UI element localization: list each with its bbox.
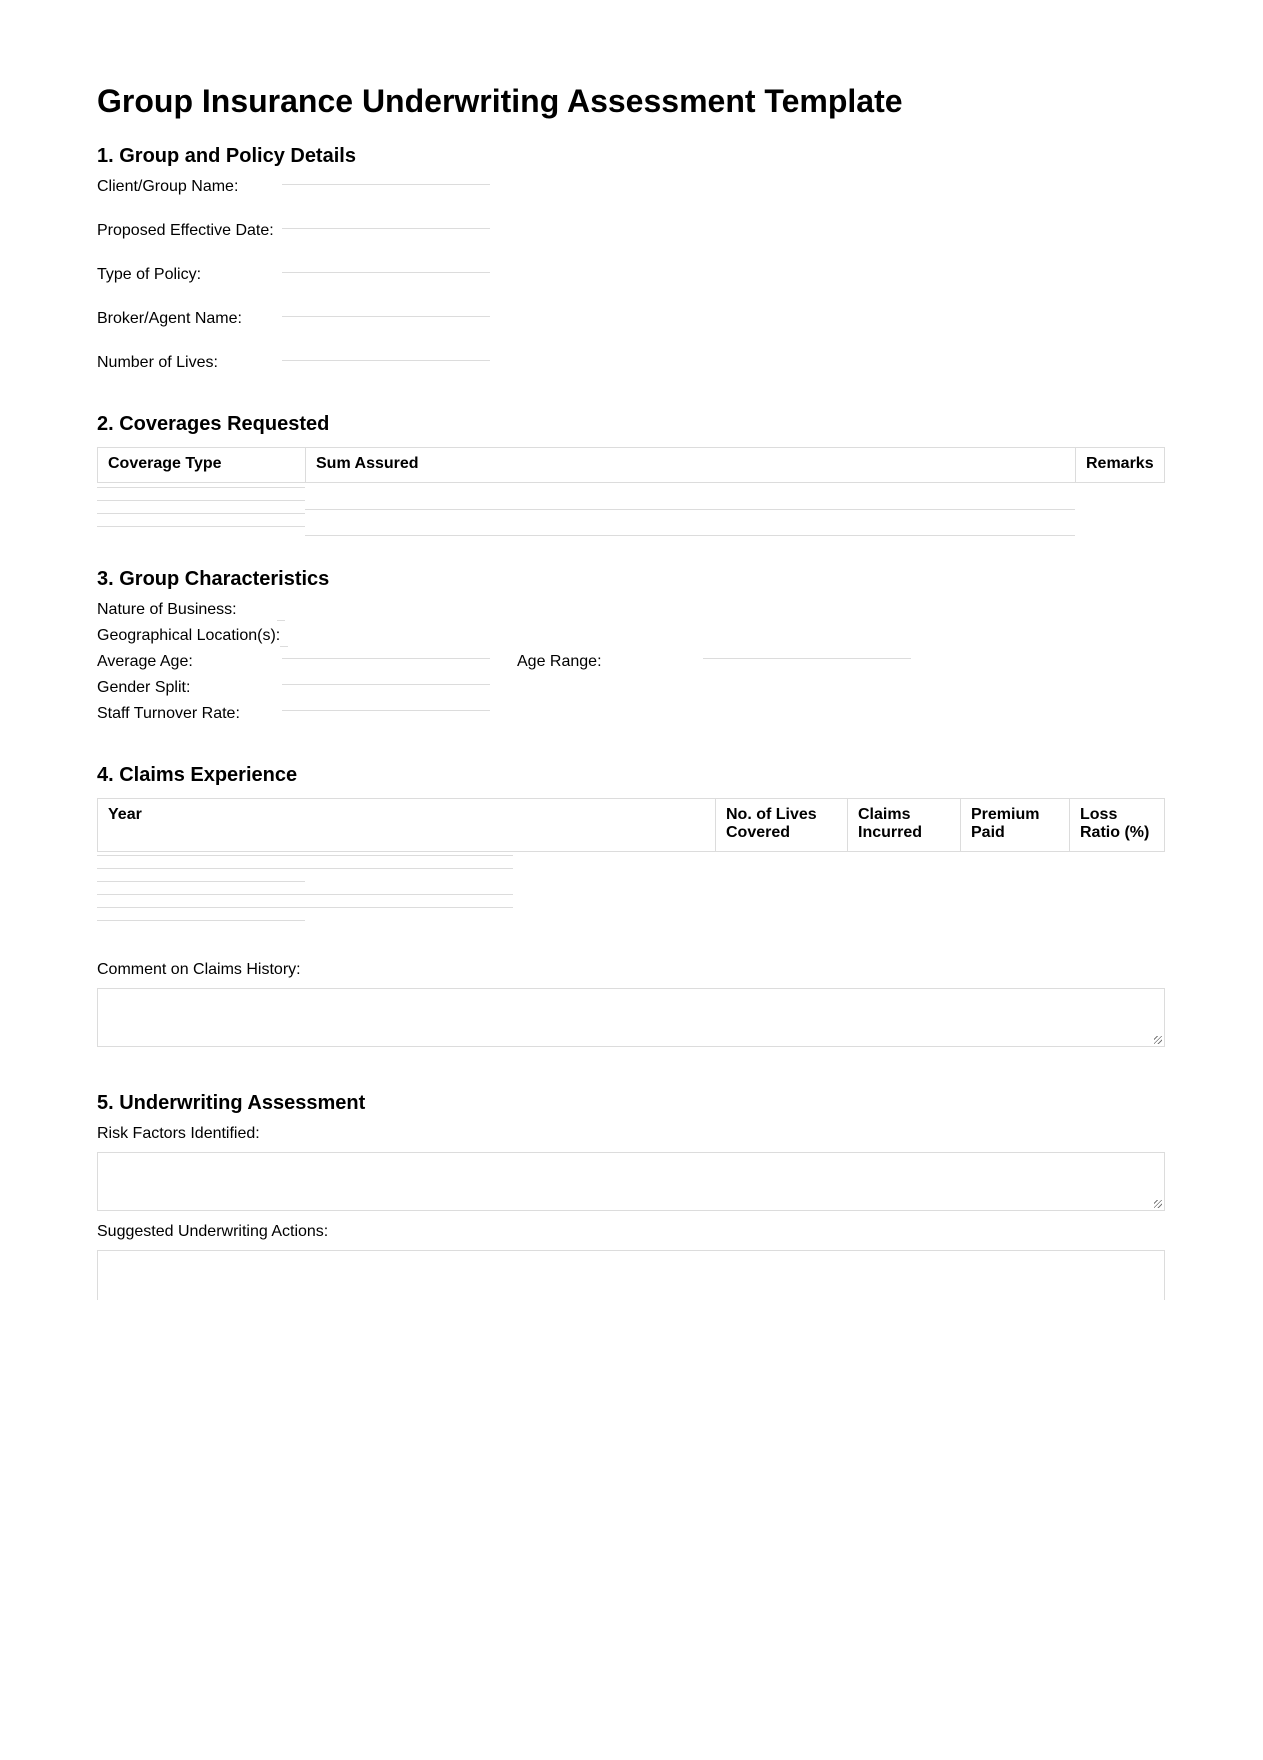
coverage-type-input-3[interactable]	[97, 513, 305, 514]
type-of-policy-field[interactable]	[282, 272, 490, 273]
claims-row-input-6[interactable]	[97, 920, 305, 921]
gender-split-label: Gender Split:	[97, 679, 191, 696]
average-age-label: Average Age:	[97, 653, 193, 670]
proposed-effective-date-label: Proposed Effective Date:	[97, 222, 274, 239]
claims-comment-textarea[interactable]	[97, 988, 1165, 1047]
proposed-effective-date-field[interactable]	[282, 228, 490, 229]
nature-of-business-label: Nature of Business:	[97, 601, 237, 618]
geographical-locations-label: Geographical Location(s):	[97, 627, 281, 644]
claims-row-input-5[interactable]	[97, 907, 513, 908]
staff-turnover-rate-field[interactable]	[282, 710, 490, 711]
coverages-table-header	[97, 447, 1165, 483]
client-group-name-field[interactable]	[282, 184, 490, 185]
section-heading-coverages-requested: 2. Coverages Requested	[97, 413, 330, 435]
client-group-name-label: Client/Group Name:	[97, 178, 239, 195]
column-header-loss-ratio: Loss Ratio (%)	[1080, 806, 1150, 841]
geographical-locations-field[interactable]	[280, 646, 288, 647]
suggested-actions-label: Suggested Underwriting Actions:	[97, 1223, 329, 1240]
claims-row-input-4[interactable]	[97, 894, 513, 895]
coverage-type-input-4[interactable]	[97, 526, 305, 527]
section-heading-claims-experience: 4. Claims Experience	[97, 764, 298, 786]
nature-of-business-field[interactable]	[277, 620, 285, 621]
average-age-field[interactable]	[282, 658, 490, 659]
staff-turnover-rate-label: Staff Turnover Rate:	[97, 705, 240, 722]
section-heading-group-characteristics: 3. Group Characteristics	[97, 568, 330, 590]
gender-split-field[interactable]	[282, 684, 490, 685]
claims-row-input-3[interactable]	[97, 881, 305, 882]
section-heading-underwriting-assessment: 5. Underwriting Assessment	[97, 1092, 366, 1114]
column-header-sum-assured: Sum Assured	[306, 448, 1076, 482]
broker-agent-name-label: Broker/Agent Name:	[97, 310, 242, 327]
risk-factors-label: Risk Factors Identified:	[97, 1125, 260, 1142]
age-range-label: Age Range:	[517, 653, 602, 670]
claims-row-input-2[interactable]	[97, 868, 513, 869]
column-header-remarks: Remarks	[1086, 455, 1154, 472]
coverage-type-input-2[interactable]	[97, 500, 305, 501]
column-header-premium-paid: Premium Paid	[961, 799, 1070, 851]
resize-grip-icon[interactable]	[1154, 1036, 1162, 1044]
document-title: Group Insurance Underwriting Assessment Template	[97, 83, 903, 119]
page-bottom-blank	[0, 1300, 1263, 1760]
column-header-claims-incurred: Claims Incurred	[848, 799, 961, 851]
type-of-policy-label: Type of Policy:	[97, 266, 202, 283]
claims-row-input-1[interactable]	[97, 855, 513, 856]
section-heading-group-policy-details: 1. Group and Policy Details	[97, 145, 356, 167]
risk-factors-textarea[interactable]	[97, 1152, 1165, 1211]
sum-assured-input-2[interactable]	[305, 535, 1075, 536]
broker-agent-name-field[interactable]	[282, 316, 490, 317]
number-of-lives-field[interactable]	[282, 360, 490, 361]
resize-grip-icon[interactable]	[1154, 1200, 1162, 1208]
column-header-lives-covered: No. of Lives Covered	[716, 799, 848, 851]
coverage-type-input-1[interactable]	[97, 487, 305, 488]
sum-assured-input-1[interactable]	[305, 509, 1075, 510]
column-header-coverage-type: Coverage Type	[98, 448, 306, 482]
age-range-field[interactable]	[703, 658, 911, 659]
column-header-year: Year	[98, 799, 716, 851]
number-of-lives-label: Number of Lives:	[97, 354, 218, 371]
claims-table-header	[97, 798, 1165, 852]
claims-comment-label: Comment on Claims History:	[97, 961, 301, 978]
